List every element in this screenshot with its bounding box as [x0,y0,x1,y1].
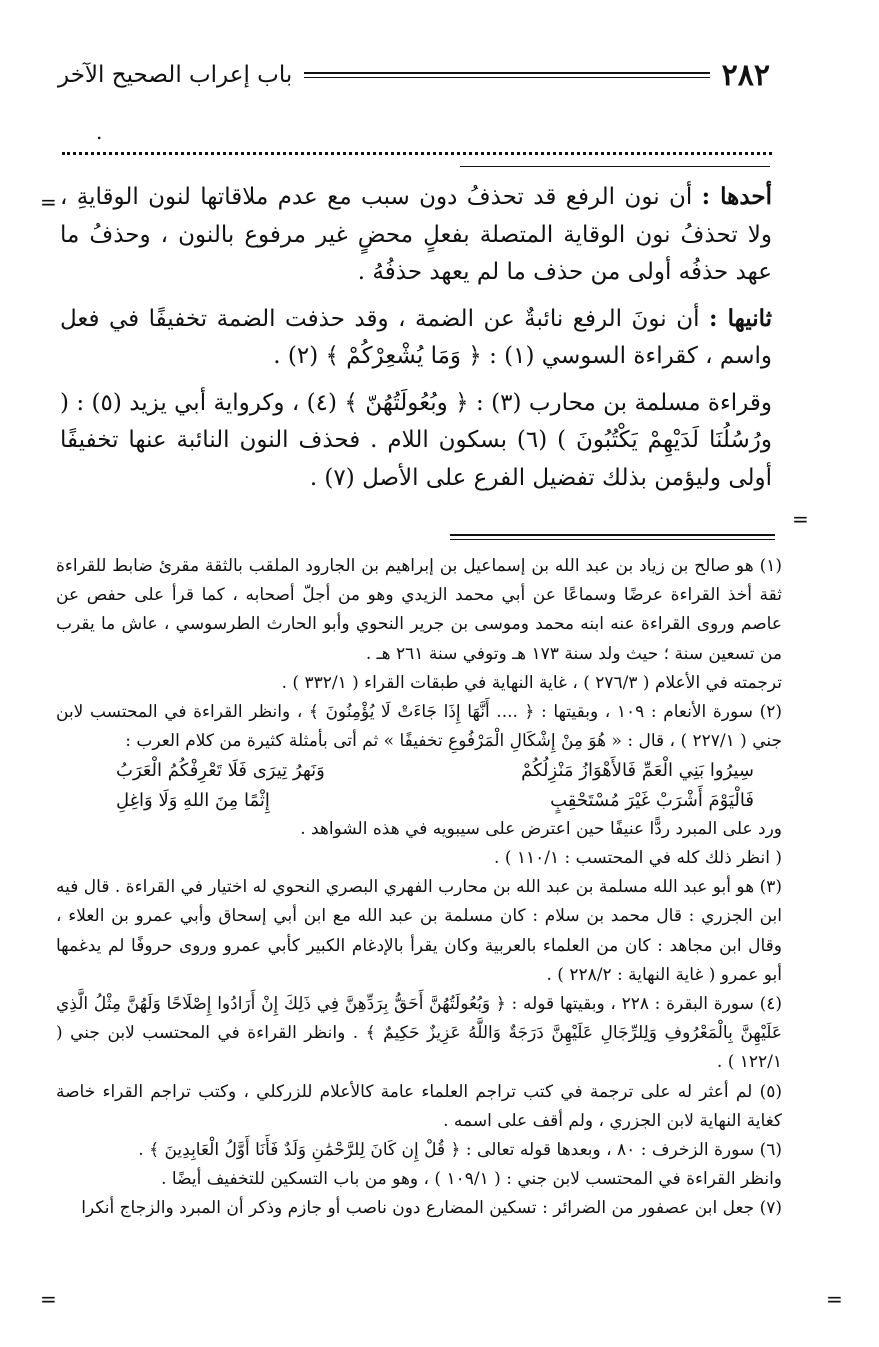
paragraph-second [60,300,772,376]
main-text [60,178,772,505]
verse-first-hemistich: فَالْيَوْمَ أَشْرَبْ غَيْرَ مُسْتَحْقِبٍ [550,789,754,811]
continuation-mark-bottom-right: = [826,1287,843,1311]
stray-dot: . [96,120,103,144]
section-rule [460,166,770,167]
verse-second-hemistich: وَنَهرُ تِيرَى فَلَا تَعْرِفْكُمُ الْعَرَبُ [116,760,325,782]
paragraph-third [60,384,772,498]
poetry-verse-1 [56,756,782,785]
footnote-1: (١) هو صالح بن زياد بن عبد الله بن إسماعيل بن إبراهيم بن الجارود الملقب بالثقة مقرئ ضابط للقراءة ثقة أخذ القراءة عرضًا وسماعًا عن أبي محمد الزيدي وهو من أجلّ أصحابه ، كما قرأ على حفص عن عاصم وروى القراءة عنه ابنه محمد وموسى بن جرير النحوي وأبو الحارث الطرسوسي ، عاش ما يقرب من تسعين سنة ؛ حيث ولد سنة ١٧٣ هـ وتوفي سنة ٢٦١ هـ . [56,556,782,664]
footnote-6-reference: وانظر القراءة في المحتسب لابن جني : ( ١٠٩/١ ) ، وهو من باب التسكين للتخفيف أيضًا . [161,1169,782,1190]
chapter-title: باب إعراب الصحيح الآخر [58,62,293,88]
paragraph-body: أن نون الرفع قد تحذفُ دون سبب مع عدم ملاقاتها لنون الوقايةِ ، ولا تحذفُ نون الوقاية المتصلة بفعلٍ محضٍ غير مرفوع بالنون ، وحذفُ ما عهد حذفُه أولى من حذف ما لم يعهد حذفُهُ . [60,184,772,285]
footnote-3: (٣) هو أبو عبد الله مسلمة بن عبد الله بن محارب الفهري البصري النحوي له اختيار في القراءة . قال فيه ابن الجزري : قال محمد بن سلام : كان مسلمة بن عبد الله مع ابن أبي إسحاق وأبي عمرو بن العلاء ، وقال ابن مجاهد : كان من العلماء بالعربية وكان يقرأ بالإدغام الكبير كأبي عمرو وروى حروفًا لم يدغمها أبو عمرو ( غاية النهاية : ٢٢٨/٢ ) . [56,877,782,985]
footnote-2-continuation: ورد على المبرد ردًّا عنيفًا حين اعترض على سيبويه في هذه الشواهد . [300,818,782,839]
poetry-verse-2 [56,786,782,815]
footnote-4: (٤) سورة البقرة : ٢٢٨ ، وبقيتها قوله : ﴿ وَبُعُولَتُهُنَّ أَحَقُّ بِرَدِّهِنَّ فِي ذَلِكَ إِنْ أَرَادُوا إِصْلَاحًا وَلَهُنَّ مِثْلُ الَّذِي عَلَيْهِنَّ بِالْمَعْرُوفِ وَلِلرِّجَالِ عَلَيْهِنَّ دَرَجَةٌ وَاللَّهُ عَزِيزٌ حَكِيمٌ ﴾ . وانظر القراءة في المحتسب لابن جني ( ١٢٢/١ ) . [56,994,782,1073]
dotted-separator [62,138,772,155]
footnote-separator [450,534,775,540]
verse-first-hemistich: سِيرُوا بَنِي الْعَمِّ فَالأَهْوَازُ مَنْزِلُكُمْ [521,760,754,782]
paragraph-body: أن نونَ الرفع نائبةٌ عن الضمة ، وقد حذفت الضمة تخفيفًا في فعل واسم ، كقراءة السوسي (١) : ﴿ وَمَا يُشْعِرْكُمْ ﴾ (٢) . [60,305,772,369]
footnotes [56,552,782,1224]
page-header [58,55,770,95]
continuation-mark-top-right: = [792,507,809,531]
verse-second-hemistich: إِثْمًا مِنَ اللهِ وَلَا وَاغِلِ [116,789,270,811]
continuation-mark-bottom-left: = [40,1287,57,1311]
footnote-2: (٢) سورة الأنعام : ١٠٩ ، وبقيتها : ﴿ .... أَنَّهَا إِذَا جَاءَتْ لَا يُؤْمِنُونَ ﴾ ، وانظر القراءة في المحتسب لابن جني ( ٢٢٧/١ ) ، قال : « هُوَ مِنْ إِشْكَالِ الْمَرْفُوعِ تخفيفًا » ثم أتى بأمثلة كثيرة من كلام العرب : [56,702,782,752]
footnote-2-reference: ( انظر ذلك كله في المحتسب : ١١٠/١ ) . [494,848,782,869]
page-number: ٢٨٢ [721,57,770,93]
footnote-5: (٥) لم أعثر له على ترجمة في كتب تراجم العلماء عامة كالأعلام للزركلي ، وكتب تراجم القراء خاصة كغاية النهاية لابن الجزري ، ولم أقف على اسمه . [56,1081,782,1131]
paragraph-lead: ثانيها : [708,304,773,332]
paragraph-body: وقراءة مسلمة بن محارب (٣) : ﴿ وبُعُولَتُهُنّ ﴾ (٤) ، وكرواية أبي يزيد (٥) : ( ورُسُلُنَا لَدَيْهِمْ يَكْتُبُونَ ) (٦) بسكون اللام . فحذف النون النائبة عنها تخفيفًا أولى وليؤمن بذلك تفضيل الفرع على الأصل (٧) . [60,389,772,491]
header-rule [304,72,709,78]
continuation-mark-top-left: = [40,190,57,214]
paragraph-first [60,178,772,292]
footnote-6: (٦) سورة الزخرف : ٨٠ ، وبعدها قوله تعالى : ﴿ قُلْ إِن كَانَ لِلرَّحْمَٰنِ وَلَدٌ فَأَنَا أَوَّلُ الْعَابِدِينَ ﴾ . [138,1140,782,1161]
paragraph-lead: أحدها : [701,183,772,210]
footnote-7: (٧) جعل ابن عصفور من الضرائر : تسكين المضارع دون ناصب أو جازم وذكر أن المبرد والزجاج أنكرا [81,1198,782,1219]
footnote-1-reference: ترجمته في الأعلام ( ٢٧٦/٣ ) ، غاية النهاية في طبقات القراء ( ٣٣٢/١ ) . [281,672,782,693]
